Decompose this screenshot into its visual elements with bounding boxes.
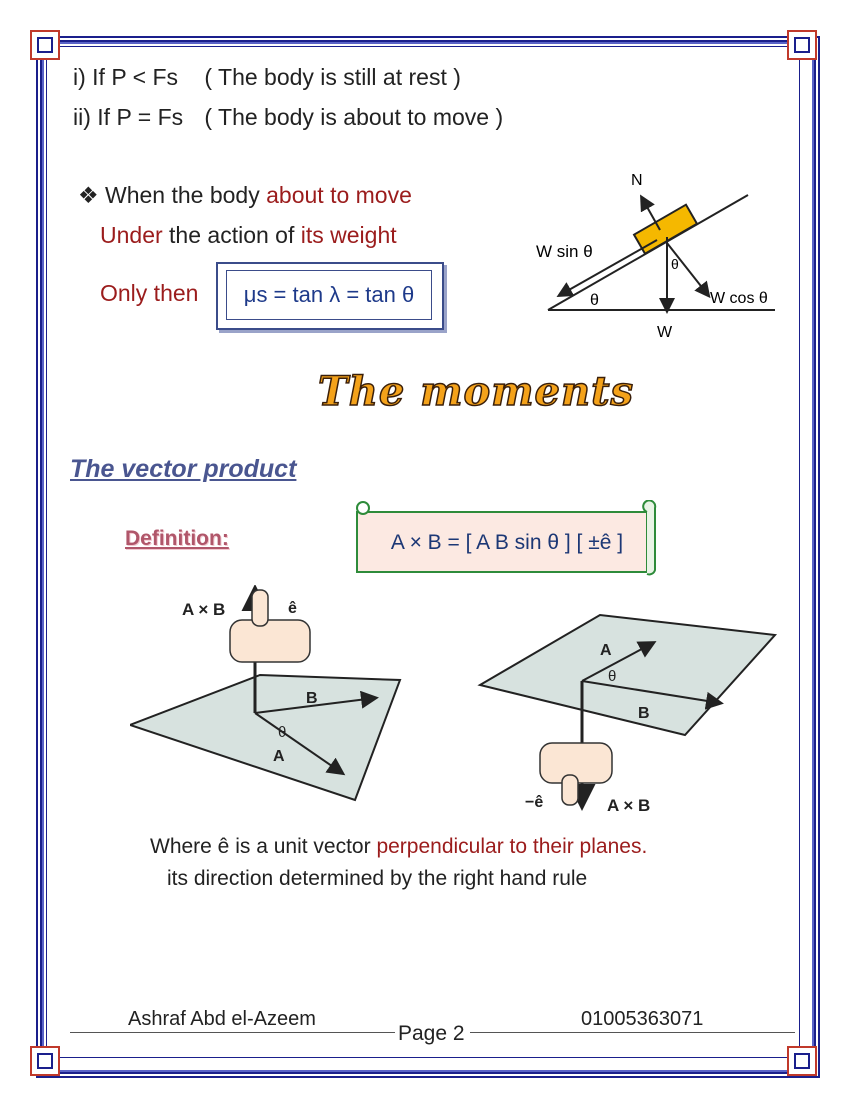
corner-ornament (787, 30, 817, 60)
corner-ornament (787, 1046, 817, 1076)
footer-author: Ashraf Abd el-Azeem (128, 1008, 316, 1030)
unit-vector-text: Where ê is a unit vector (150, 835, 371, 858)
condition-1-label: i) If P < Fs (73, 64, 179, 90)
about-to-move-text-1: When the body (105, 182, 260, 208)
block-angle-label: θ (671, 256, 679, 272)
bullet-icon: ❖ (78, 182, 99, 208)
left-cross-label: A × B (182, 600, 226, 619)
right-neg-e-label: −ê (525, 794, 544, 811)
condition-2-note: ( The body is about to move ) (204, 104, 504, 130)
weight-text: its weight (300, 222, 397, 248)
w-label: W (657, 324, 673, 341)
cross-product-formula: A × B = [ A B sin θ ] [ ±ê ] (390, 531, 624, 554)
left-theta-label: θ (278, 724, 287, 741)
right-theta-label: θ (608, 668, 617, 685)
inclined-plane-diagram (530, 165, 790, 345)
footer-rule-left (70, 1032, 395, 1033)
right-hand-rule-sentence: its direction determined by the right hand rule (167, 867, 588, 890)
right-plane (480, 615, 775, 735)
under-weight-line (100, 222, 397, 249)
w-cos-label: W cos θ (710, 290, 768, 307)
condition-2 (73, 104, 503, 131)
right-b-label: B (638, 705, 650, 722)
condition-1 (73, 64, 461, 91)
thumbs-up-hand-icon (230, 590, 310, 662)
left-plane (130, 675, 400, 800)
action-text: the action of (169, 222, 295, 248)
footer-rule-right (470, 1032, 795, 1033)
moments-title: The moments (318, 368, 635, 415)
right-a-label: A (600, 642, 612, 659)
left-b-label: B (306, 690, 318, 707)
thumbs-down-hand-icon (540, 743, 612, 805)
w-sin-label: W sin θ (536, 242, 593, 261)
friction-equation-box (216, 262, 444, 330)
condition-2-label: ii) If P = Fs (73, 104, 184, 130)
perpendicular-text: perpendicular to their planes. (376, 835, 648, 858)
left-e-label: ê (288, 600, 297, 617)
only-then-text (100, 280, 198, 307)
angle-label: θ (590, 292, 599, 309)
under-text: Under (100, 222, 163, 248)
corner-ornament (30, 30, 60, 60)
footer-phone: 01005363071 (581, 1008, 704, 1030)
definition-label: Definition: (125, 527, 229, 550)
about-to-move-line (78, 182, 412, 209)
right-cross-label: A × B (607, 796, 651, 815)
left-a-label: A (273, 748, 285, 765)
vector-product-figure (130, 585, 780, 820)
condition-1-note: ( The body is still at rest ) (204, 64, 461, 90)
block (634, 205, 697, 254)
friction-equation: μs = tan λ = tan θ (226, 270, 432, 320)
corner-ornament (30, 1046, 60, 1076)
only-then-label: Only then (100, 280, 199, 306)
n-label: N (631, 172, 643, 189)
footer-page-number: Page 2 (398, 1022, 465, 1045)
unit-vector-sentence (150, 835, 647, 859)
vector-product-heading: The vector product (70, 455, 297, 483)
about-to-move-text-2: about to move (266, 182, 412, 208)
